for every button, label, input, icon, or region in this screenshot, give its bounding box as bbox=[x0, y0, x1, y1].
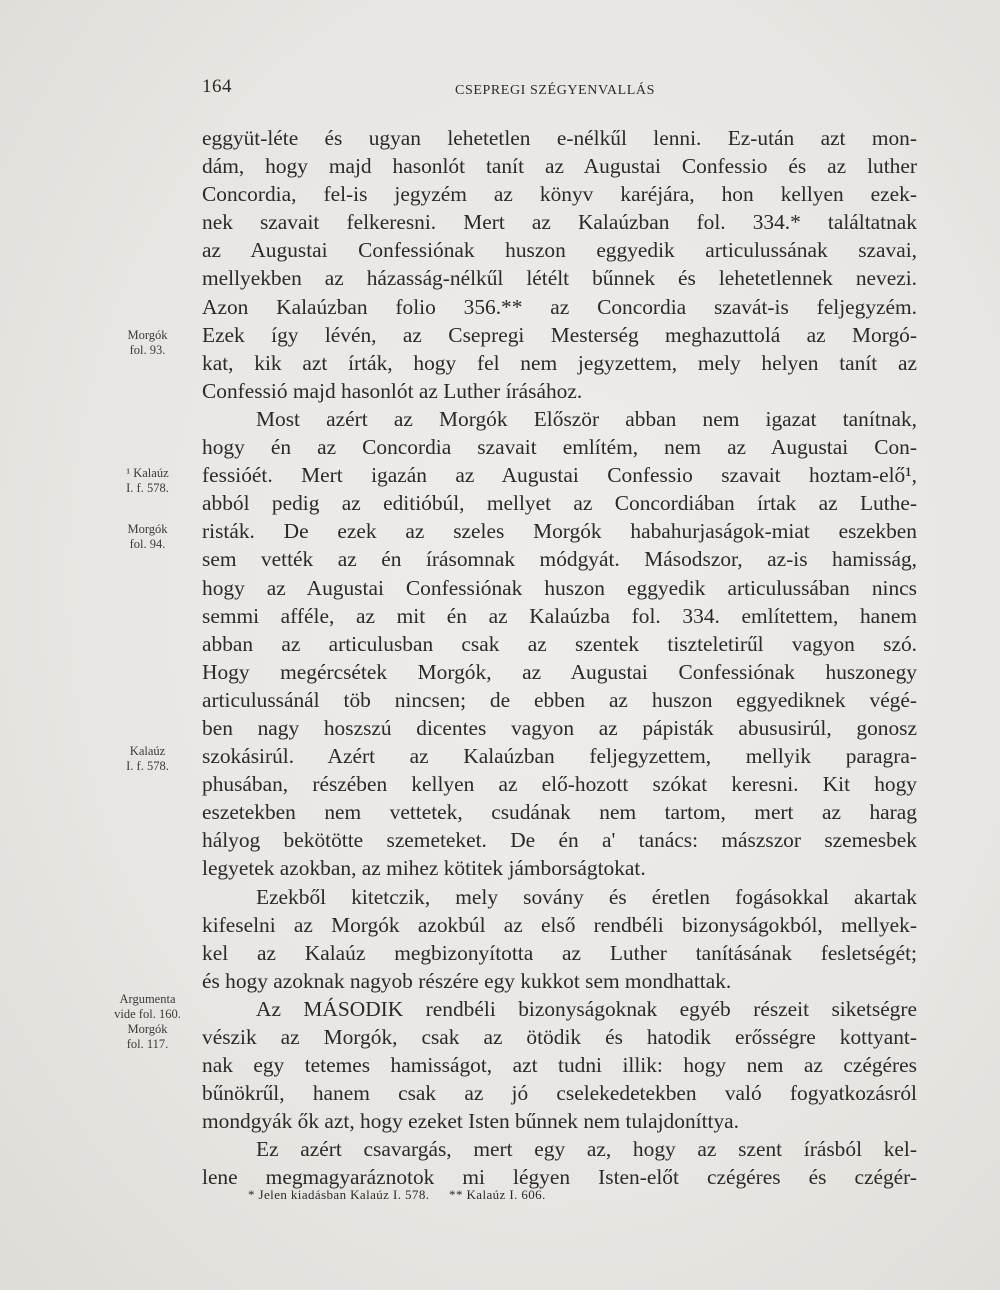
text-line: Azon Kalaúzban folio 356.** az Concordia szavát-is feljegyzém. bbox=[202, 294, 917, 319]
text-line: Hogy megércsétek Morgók, az Augustai Confessiónak huszonegy bbox=[202, 659, 917, 684]
text-line: phusában, részében kellyen az elő-hozott szókat keresni. Kit hogy bbox=[202, 772, 917, 797]
text-line: nak egy tetemes hamisságot, azt tudni illik: hogy nem az czégéres bbox=[202, 1053, 917, 1078]
text-line: vészik az Morgók, csak az ötödik és hatodik erősségre kottyant- bbox=[202, 1025, 917, 1049]
text-line: abban az articulusban csak az szentek tiszteletirűl vagyon szó. bbox=[202, 631, 917, 656]
text-line: kifeselni az Morgók azokbúl az első rendbéli bizonyságokból, mellyek- bbox=[202, 912, 917, 937]
text-line: dám, hogy majd hasonlót tanít az Augustai Confessio és az luther bbox=[202, 154, 917, 179]
text-line: Concordia, fel-is jegyzém az könyv karéjára, hon kellyen ezek- bbox=[202, 182, 917, 207]
text-line: kel az Kalaúz megbizonyította az Luther tanításának fesletségét; bbox=[202, 940, 917, 965]
text-line: hogy az Augustai Confessiónak huszon eggyedik articulussában nincs bbox=[202, 575, 917, 600]
margin-note bbox=[110, 522, 185, 552]
footnote: * Jelen kiadásban Kalaúz I. 578. bbox=[248, 1187, 430, 1202]
footnotes bbox=[248, 1187, 562, 1203]
text-line: Ezekből kitetczik, mely sovány és éretlen fogásokkal akartak bbox=[256, 884, 917, 909]
margin-note-line: Kalaúz bbox=[129, 744, 166, 758]
text-line: eszetekben nem vettetek, csudának nem tartom, mert az harag bbox=[202, 800, 917, 825]
margin-note-line: vide fol. 160. bbox=[114, 1007, 181, 1021]
body-text bbox=[202, 124, 917, 1192]
text-line: hogy én az Concordia szavait említém, nem az Augustai Con- bbox=[202, 435, 917, 460]
text-line: semmi afféle, az mit én az Kalaúzba fol. 334. említettem, hanem bbox=[202, 603, 917, 628]
margin-note bbox=[110, 744, 185, 774]
margin-note-line: I. f. 578. bbox=[126, 759, 169, 773]
text-line: mellyekben az házasság-nélkűl létélt bűnnek és lehetetlennek nevezi. bbox=[202, 266, 917, 291]
footnote: ** Kalaúz I. 606. bbox=[449, 1187, 546, 1202]
text-line: articulussánál töb nincsen; de ebben az huszon eggyediknek végé- bbox=[202, 687, 917, 712]
text-line: risták. De ezek az szeles Morgók habahurjaságok-miat eszekben bbox=[202, 519, 917, 544]
text-line: az Augustai Confessiónak huszon eggyedik articulussának szavai, bbox=[202, 238, 917, 263]
text-line: ben nagy hoszszú dicentes vagyon az pápisták abususirúl, gonosz bbox=[202, 715, 917, 740]
text-line: Ezek így lévén, az Csepregi Mesterség meghazuttolá az Morgó- bbox=[202, 322, 917, 347]
margin-note-line: Morgók bbox=[127, 522, 168, 536]
margin-note-line: Morgók bbox=[127, 1022, 168, 1036]
text-line: nek szavait felkeresni. Mert az Kalaúzban fol. 334.* találtatnak bbox=[202, 210, 917, 235]
text-line: bűnökrűl, hanem csak az jó cselekedetekben való fogyatkozásról bbox=[202, 1081, 917, 1106]
margin-note bbox=[110, 328, 185, 358]
text-line: abból pedig az editióbúl, mellyet az Concordiában írtak az Luthe- bbox=[202, 491, 917, 516]
margin-note-line: I. f. 578. bbox=[126, 481, 169, 495]
text-line: legyetek azokban, az mihez kötitek jámborságtokat. bbox=[202, 856, 646, 881]
text-line: Most azért az Morgók Először abban nem igazat tanítnak, bbox=[256, 406, 917, 431]
margin-note-line: ¹ Kalaúz bbox=[126, 466, 169, 480]
text-line: hályog bekötötte szemeteket. De én a' tanács: mászszor szemesbek bbox=[202, 828, 917, 853]
text-line: fessióét. Mert igazán az Augustai Confessio szavait hoztam-elő¹, bbox=[202, 463, 917, 488]
page-number: 164 bbox=[202, 76, 232, 97]
margin-note-line: Argumenta bbox=[119, 992, 176, 1006]
margin-note-line: fol. 94. bbox=[129, 537, 166, 551]
text-line: mondgyák ők azt, hogy ezeket Isten bűnnek nem tulajdoníttya. bbox=[202, 1109, 740, 1134]
text-line: szokásirúl. Azért az Kalaúzban feljegyzettem, mellyik paragra- bbox=[202, 744, 917, 769]
text-line: Az MÁSODIK rendbéli bizonyságoknak egyéb részeit siketségre bbox=[256, 996, 917, 1021]
margin-note-line: fol. 93. bbox=[129, 343, 166, 357]
margin-note-line: Morgók bbox=[127, 328, 168, 342]
text-line: lene megmagyaráznotok mi légyen Isten-előt czégéres és czégér- bbox=[202, 1165, 917, 1190]
text-line: Ez azért csavargás, mert egy az, hogy az szent írásból kel- bbox=[256, 1137, 917, 1162]
running-head: CSEPREGI SZÉGYENVALLÁS bbox=[455, 83, 656, 98]
margin-note bbox=[110, 992, 185, 1052]
margin-note bbox=[110, 466, 185, 496]
text-line: eggyüt-léte és ugyan lehetetlen e-nélkűl lenni. Ez-után azt mon- bbox=[202, 126, 917, 150]
margin-note-line: fol. 117. bbox=[126, 1037, 169, 1051]
text-line: sem vették az én írásomnak módgyát. Másodszor, az-is hamisság, bbox=[202, 547, 917, 572]
text-line: kat, kik azt írták, hogy fel nem jegyzettem, mely helyen tanít az bbox=[202, 350, 917, 375]
text-line: Confessió majd hasonlót az Luther írásához. bbox=[202, 378, 583, 403]
text-line: és hogy azoknak nagyob részére egy kukkot sem mondhattak. bbox=[202, 968, 732, 993]
